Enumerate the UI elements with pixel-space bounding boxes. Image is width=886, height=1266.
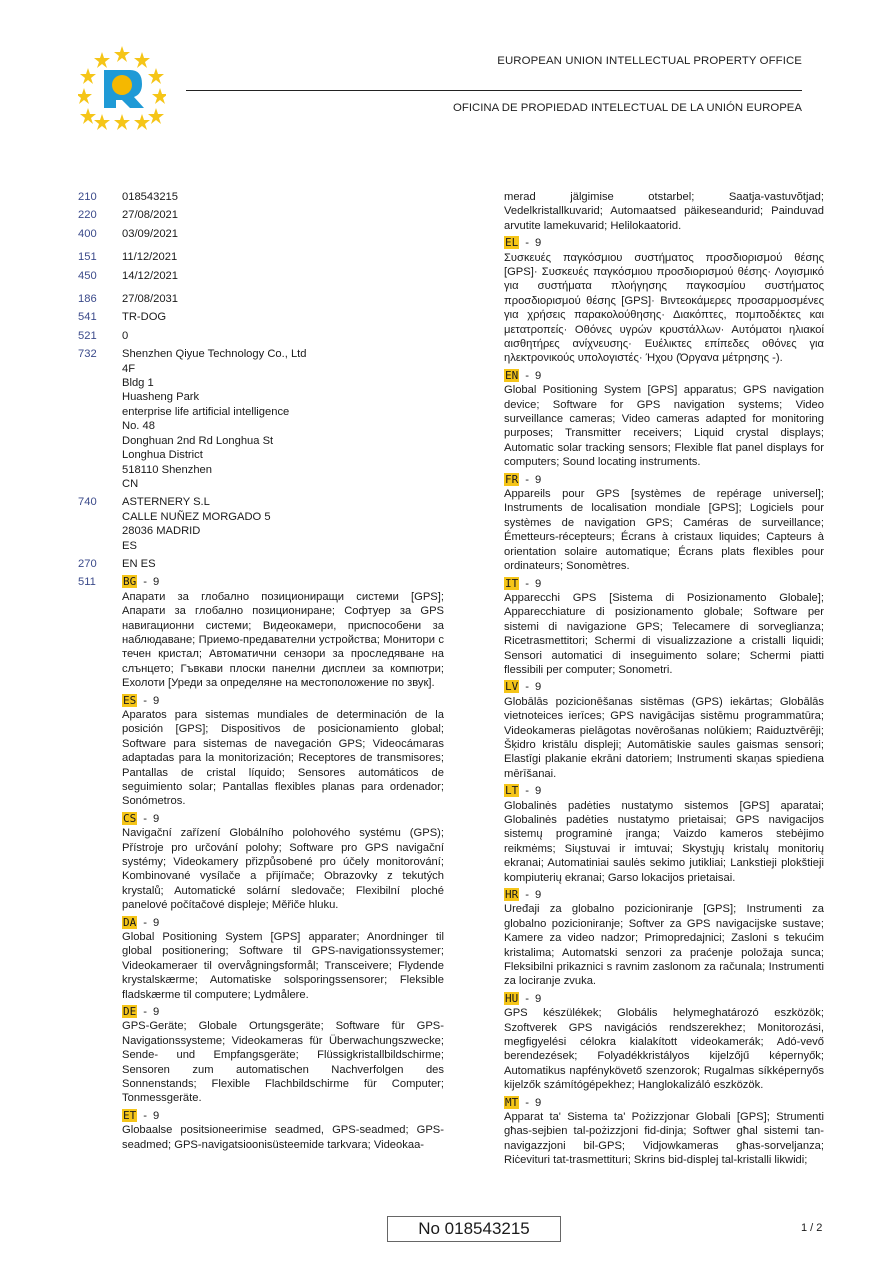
header-divider: [186, 90, 802, 91]
goods-block-cs: CS - 9 Navigační zařízení Globálního polohového systému (GPS); Přístroje pro určování polohy; Software pro GPS navigační systémy; Videokamery přizpůsobené pro účely monitorování; Kombinované vysílače a přijímače; Obrazovky z tekutých krystalů; Automatické solární sledovače; Flexibilní ploché panelové počítačové displeje; Měřiče hluku.: [122, 811, 444, 912]
field-732-owner: [78, 347, 444, 491]
right-column: [504, 190, 824, 1171]
goods-text: Apparecchi GPS [Sistema di Posizionamento Globale]; Apparecchiature di posizionamento globale; Software per sistemi di navigazione GPS; Telecamere di sorveglianza; Ricetrasmettitori; Schermi di visualizzazione a cristalli liquidi; Sensori automatici di inseguimento solare; Schermi piatti flessibili per computer; Sonometri.: [504, 591, 824, 676]
class-number: 9: [152, 1006, 160, 1019]
office-title-en: EUROPEAN UNION INTELLECTUAL PROPERTY OFFICE: [497, 55, 802, 67]
field-code: 740: [78, 496, 97, 509]
field-740-representative: [78, 495, 444, 553]
owner-line: 518110 Shenzhen: [122, 463, 212, 476]
class-number: 9: [534, 237, 542, 250]
field-value: 11/12/2021: [122, 251, 178, 264]
class-number: 9: [534, 785, 542, 798]
field-code: 511: [78, 576, 96, 589]
lang-tag: ET: [123, 1108, 137, 1122]
owner-line: CN: [122, 477, 139, 490]
field-value: 27/08/2021: [122, 209, 178, 222]
field-210: [78, 190, 444, 204]
representative-line: ASTERNERY S.L: [122, 496, 210, 509]
lang-tag: EN: [505, 368, 519, 382]
goods-block-hr: HR - 9 Uređaji za globalno pozicioniranje [GPS]; Instrumenti za globalno pozicioniranje; Softver za GPS navigacijske sustave; Kamere za video nadzor; Primopredajnici; Zasloni s tekućim kristalima; Automatski senzori za praćenje položaja sunca; Fleksibilni prikaznici s ravnim zaslonom za računala; Instrumenti za lociranje zvuka.: [504, 888, 824, 988]
field-220: [78, 208, 444, 222]
goods-text: Aparatos para sistemas mundiales de determinación de la posición [GPS]; Dispositivos de posicionamiento global; Software para sistemas de navegación GPS; Videocámaras adaptadas para la monitorización; Receptores de transmisores; Pantallas de cristal líquido; Sensores automáticos de seguimiento solar; Pantallas flexibles planas para ordenador; Sonómetros.: [122, 708, 444, 808]
class-number: 9: [534, 992, 542, 1005]
field-code: 270: [78, 557, 97, 570]
goods-text: Globalinės padėties nustatymo sistemos [GPS] aparatai; Globalinės padėties nustatymo prietaisai; GPS navigacijos sistemų programinė įranga; Vaizdo kameros stebėjimo reikmėms; Siųstuvai ir imtuvai; Skystųjų kristalų monitorių ekranai; Automatiniai saulės sekimo jutikliai; Lankstieji plokštieji kompiuterių ekranai; Garso lokacijos prietaisai.: [504, 799, 824, 884]
lang-tag: ES: [123, 693, 137, 707]
goods-block-it: IT - 9 Apparecchi GPS [Sistema di Posizionamento Globale]; Apparecchiature di posizionamento globale; Software per sistemi di navigazione GPS; Telecamere di sorveglianza; Ricetrasmettitori; Schermi di visualizzazione a cristalli liquidi; Sensori automatici di inseguimento solare; Schermi piatti flessibili per computer; Sonometri.: [504, 576, 824, 676]
registration-number-box: No 018543215: [387, 1216, 561, 1242]
field-value: 018543215: [122, 191, 178, 203]
field-511-goods: [78, 575, 444, 1155]
field-value: EN ES: [122, 557, 156, 570]
owner-line: Huasheng Park: [122, 391, 200, 404]
field-541: [78, 310, 444, 324]
class-number: 9: [152, 576, 160, 589]
class-number: 9: [152, 916, 160, 929]
representative-line: CALLE NUÑEZ MORGADO 5: [122, 510, 271, 523]
class-number: 9: [152, 1109, 160, 1122]
goods-block-fr: FR - 9 Appareils pour GPS [systèmes de repérage universel]; Instruments de localisation mondiale [GPS]; Logiciels pour systèmes de navigation GPS; Caméras de surveillance; Émetteurs-récepteurs; Écrans à cristaux liquides; Capteurs à orientation solaire automatique; Écrans plats flexibles pour ordinateurs; Sonomètres.: [504, 472, 824, 573]
goods-text: Uređaji za globalno pozicioniranje [GPS]; Instrumenti za globalno pozicioniranje; Softver za GPS navigacijske sustave; Kamere za video nadzor; Primopredajnici; Zasloni s tekućim kristalima; Automatski senzori za praćenje položaja sunca; Fleksibilni prikaznici s ravnim zaslonom za računala; Instrumenti za lociranje zvuka.: [504, 903, 824, 988]
lang-tag: HU: [505, 991, 519, 1005]
field-code: 450: [78, 269, 97, 282]
field-value: 14/12/2021: [122, 269, 178, 282]
lang-tag: HR: [505, 888, 519, 901]
representative-line: ES: [122, 539, 137, 552]
field-521: [78, 329, 444, 343]
representative-line: 28036 MADRID: [122, 525, 201, 538]
goods-block-et-continued: [504, 190, 824, 233]
lang-tag: MT: [505, 1095, 519, 1109]
owner-line: No. 48: [122, 420, 155, 433]
goods-block-de: DE - 9 GPS-Geräte; Globale Ortungsgeräte; Software für GPS-Navigationssysteme; Videokameras für Überwachungszwecke; Sende- und Empfangsgeräte; Flüssigkristallbildschirme; Sensoren zum automatischen Nachverfolgen des Sonnenstands; Flexible Flachbildschirme für Computer; Tonmessgeräte.: [122, 1005, 444, 1105]
goods-text: Globālās pozicionēšanas sistēmas (GPS) iekārtas; Globālās vietnoteices ierīces; GPS navigācijas sistēmu programmatūra; Videokameras pielāgotas novērošanas nolūkiem; Raiduztvērēji; Šķidro kristālu displeji; Automātiskie saules gaismas sensori; Elastīgi plakanie ekrāni datoriem; Instrumenti skaņas spiediena mērīšanai.: [504, 695, 824, 780]
class-number: 9: [534, 577, 542, 590]
lang-tag: CS: [123, 811, 137, 825]
goods-block-et: ET - 9 Globaalse positsioneerimise seadmed, GPS-seadmed; GPS-seadmed; GPS-navigatsioonisüsteemide tarkvara; Videokaa-: [122, 1108, 444, 1151]
euipo-logo-icon: [78, 44, 166, 132]
left-column: [78, 190, 444, 1155]
goods-text: Συσκευές παγκόσμιου συστήματος προσδιορισμού θέσης [GPS]· Συσκευές παγκόσμιου προσδιορισμού θέσης· Λογισμικό για συστήματα πλοήγησης παγκοσμίου συστήματος προσδιορισμού θέσης [GPS]· Βιντεοκάμερες προσαρμοσμένες για χρήσεις παρακολούθησης· Διακόπτες, πομποδέκτες και μετατροπείς· Οθόνες υγρών κρυστάλλων· Αυτόματοι ηλιακοί αισθητήρες ανίχνευσης· Ευέλικτες επίπεδες οθόνες για ηλεκτρονικούς υπολογιστές· Ήχου (Όργανα μέτρησης -).: [504, 251, 824, 365]
lang-tag: LT: [505, 784, 519, 798]
class-number: 9: [534, 473, 542, 486]
field-code: 400: [78, 227, 97, 240]
page-number: 1 / 2: [801, 1222, 823, 1234]
owner-line: enterprise life artificial intelligence: [122, 405, 290, 418]
lang-tag: EL: [505, 236, 519, 250]
field-code: 151: [78, 251, 97, 264]
office-title-es: OFICINA DE PROPIEDAD INTELECTUAL DE LA UNIÓN EUROPEA: [453, 102, 802, 114]
goods-text: Navigační zařízení Globálního polohového systému (GPS); Přístroje pro určování polohy; Software pro GPS navigační systémy; Videokamery přizpůsobené pro účely monitorování; Kombinované vysílače a přijímače; Obrazovky z tekutých krystalů; Automatické solární sledovače; Flexibilní ploché panelové počítačové displeje; Měřiče hluku.: [122, 827, 444, 912]
field-value: TR-DOG: [122, 311, 167, 324]
class-number: 9: [152, 812, 160, 825]
owner-line: Bldg 1: [122, 377, 154, 390]
lang-tag: DA: [123, 915, 137, 929]
lang-tag: DE: [123, 1005, 137, 1019]
lang-tag: IT: [505, 576, 519, 590]
field-186: [78, 292, 444, 306]
class-number: 9: [534, 889, 542, 901]
owner-line: Shenzhen Qiyue Technology Co., Ltd: [122, 348, 307, 361]
goods-block-lv: LV - 9 Globālās pozicionēšanas sistēmas (GPS) iekārtas; Globālās vietnoteices ierīces; GPS navigācijas sistēmu programmatūra; Videokameras pielāgotas novērošanas nolūkiem; Raiduztvērēji; Šķidro kristālu displeji; Automātiskie saules gaismas sensori; Elastīgi plakanie ekrāni datoriem; Instrumenti skaņas spiediena mērīšanai.: [504, 680, 824, 780]
goods-text: Apparat ta' Sistema ta' Pożizzjonar Globali [GPS]; Strumenti għas-sejbien tal-pożizzjoni fid-dinja; Softwer għal sistemi tan-navigazzjoni bil-GPS; Vidjowkameras għas-sorveljanza; Riċevituri tat-trasmettituri; Skrins bid-displej tal-kristalli likwidi;: [504, 1111, 824, 1167]
class-number: 9: [152, 694, 160, 707]
goods-block-en: EN - 9 Global Positioning System [GPS] apparatus; GPS navigation device; Software for GPS navigation systems; Video surveillance cameras; Video cameras adapted for monitoring purposes; Transmitter receivers; Liquid crystal displays; Automatic solar tracking sensors; Flexible flat panel displays for computers; Sound locating instruments.: [504, 368, 824, 469]
goods-text: GPS készülékek; Globális helymeghatározó eszközök; Szoftverek GPS navigációs rendszerekhez; Monitorozási, megfigyelési célokra kialakított videokamerák; Adó-vevő berendezések; Folyadékkristályos kijelzőjű képernyők; Automatikus napfénykövető szenzorok; Rugalmas síkképernyős kijelzők számítógépekhez; Hanglokalizáló eszközök.: [504, 1007, 824, 1092]
goods-block-da: DA - 9 Global Positioning System [GPS] apparater; Anordninger til global positionering; Software til GPS-navigationssystemer; Videokameraer til overvågningsformål; Transceivere; Flydende krystalskærme; Automatiske solsporingssensorer; Fleksible fladskærme til computere; Lydmålere.: [122, 915, 444, 1001]
goods-block-mt: MT - 9 Apparat ta' Sistema ta' Pożizzjonar Globali [GPS]; Strumenti għas-sejbien tal-pożizzjoni fid-dinja; Softwer għal sistemi tan-navigazzjoni bil-GPS; Vidjowkameras għas-sorveljanza; Riċevituri tat-trasmettituri; Skrins bid-displej tal-kristalli likwidi;: [504, 1095, 824, 1167]
field-400: [78, 227, 444, 241]
goods-text: merad jälgimise otstarbel; Saatja-vastuvõtjad; Vedelkristallkuvarid; Automaatsed päikeseandurid; Painduvad arvutite lamekuvarid; Helilokaatorid.: [504, 191, 824, 232]
class-number: 9: [534, 681, 542, 694]
field-151: [78, 250, 444, 264]
field-code: 210: [78, 191, 97, 203]
field-code: 521: [78, 329, 97, 342]
goods-text: Globaalse positsioneerimise seadmed, GPS-seadmed; GPS-seadmed; GPS-navigatsioonisüsteemide tarkvara; Videokaa-: [122, 1124, 444, 1151]
field-value: 27/08/2031: [122, 293, 178, 306]
goods-text: Appareils pour GPS [systèmes de repérage universel]; Instruments de localisation mondiale [GPS]; Logiciels pour systèmes de navigation GPS; Caméras de surveillance; Émetteurs-récepteurs; Écrans à cristaux liquides; Capteurs à orientation solaire automatique; Écrans plats flexibles pour ordinateurs; Sonomètres.: [504, 488, 824, 573]
lang-tag: LV: [505, 680, 519, 694]
lang-tag: FR: [505, 472, 519, 486]
owner-line: Donghuan 2nd Rd Longhua St: [122, 434, 274, 447]
class-number: 9: [534, 369, 542, 382]
goods-block-el: EL - 9 Συσκευές παγκόσμιου συστήματος προσδιορισμού θέσης [GPS]· Συσκευές παγκόσμιου προσδιορισμού θέσης· Λογισμικό για συστήματα πλοήγησης παγκοσμίου συστήματος προσδιορισμού θέσης [GPS]· Βιντεοκάμερες προσαρμοσμένες για χρήσεις παρακολούθησης· Διακόπτες, πομποδέκτες και μετατροπείς· Οθόνες υγρών κρυστάλλων· Αυτόματοι ηλιακοί αισθητήρες ανίχνευσης· Ευέλικτες επίπεδες οθόνες για ηλεκτρονικούς υπολογιστές· Ήχου (Όργανα μέτρησης -).: [504, 236, 824, 365]
class-number: 9: [534, 1096, 542, 1109]
goods-block-bg: BG - 9 Апарати за глобално позициониращи системи [GPS]; Апарати за глобално позициониране; Софтуер за GPS навигационни системи; Видеокамери, приспособени за наблюдаване; Приемо-предавателни устройства; Монитори с течен кристал; Автоматични сензори за проследяване на слънцето; Гъвкави плоски панелни дисплеи за компютри; Ехолоти [Уреди за определяне на местоположение по звук].: [122, 575, 444, 690]
goods-text: Global Positioning System [GPS] apparater; Anordninger til global positionering; Software til GPS-navigationssystemer; Videokameraer til overvågningsformål; Transceivere; Flydende krystalskærme; Automatiske solsporingssensorer; Fleksible fladskærme til computere; Lydmålere.: [122, 931, 444, 1001]
owner-line: 4F: [122, 362, 136, 375]
lang-tag: BG: [123, 575, 137, 589]
goods-text: Апарати за глобално позициониращи системи [GPS]; Апарати за глобално позициониране; Софтуер за GPS навигационни системи; Видеокамери, приспособени за наблюдаване; Приемо-предавателни устройства; Монитори с течен кристал; Автоматични сензори за проследяване на слънцето; Гъвкави плоски панелни дисплеи за компютри; Ехолоти [Уреди за определяне на местоположение по звук].: [122, 590, 444, 690]
field-450: [78, 269, 444, 283]
field-270-languages: [78, 557, 444, 571]
field-code: 186: [78, 293, 97, 306]
goods-block-es: ES - 9 Aparatos para sistemas mundiales de determinación de la posición [GPS]; Dispositivos de posicionamiento global; Software para sistemas de navegación GPS; Videocámaras adaptadas para la monitorización; Receptores de transmisores; Pantallas de cristal líquido; Sensores automáticos de seguimiento solar; Pantallas flexibles planas para ordenador; Sonómetros.: [122, 693, 444, 808]
field-value: 03/09/2021: [122, 227, 178, 240]
field-code: 732: [78, 348, 97, 361]
goods-text: GPS-Geräte; Globale Ortungsgeräte; Software für GPS-Navigationssysteme; Videokameras für Überwachungszwecke; Sende- und Empfangsgeräte; Flüssigkristallbildschirme; Sensoren zum automatischen Nachverfolgen des Sonnenstands; Flexible Flachbildschirme für Computer; Tonmessgeräte.: [122, 1020, 444, 1105]
owner-line: Longhua District: [122, 449, 203, 462]
field-code: 220: [78, 209, 97, 222]
goods-text: Global Positioning System [GPS] apparatus; GPS navigation device; Software for GPS navigation systems; Video surveillance cameras; Video cameras adapted for monitoring purposes; Transmitter receivers; Liquid crystal displays; Automatic solar tracking sensors; Flexible flat panel displays for computers; Sound locating instruments.: [504, 384, 824, 469]
field-value: 0: [122, 329, 129, 342]
goods-block-lt: LT - 9 Globalinės padėties nustatymo sistemos [GPS] aparatai; Globalinės padėties nustatymo prietaisai; GPS navigacijos sistemų programinė įranga; Vaizdo kameros stebėjimo reikmėms; Siųstuvai ir imtuvai; Skystųjų kristalų monitorių ekranai; Automatiniai saulės sekimo jutikliai; Lankstieji plokštieji kompiuterių ekranai; Garso lokacijos prietaisai.: [504, 784, 824, 884]
field-code: 541: [78, 311, 97, 324]
goods-block-hu: HU - 9 GPS készülékek; Globális helymeghatározó eszközök; Szoftverek GPS navigációs rendszerekhez; Monitorozási, megfigyelési célokra kialakított videokamerák; Adó-vevő berendezések; Folyadékkristályos kijelzőjű képernyők; Automatikus napfénykövető szenzorok; Rugalmas síkképernyős kijelzők számítógépekhez; Hanglokalizáló eszközök.: [504, 991, 824, 1092]
